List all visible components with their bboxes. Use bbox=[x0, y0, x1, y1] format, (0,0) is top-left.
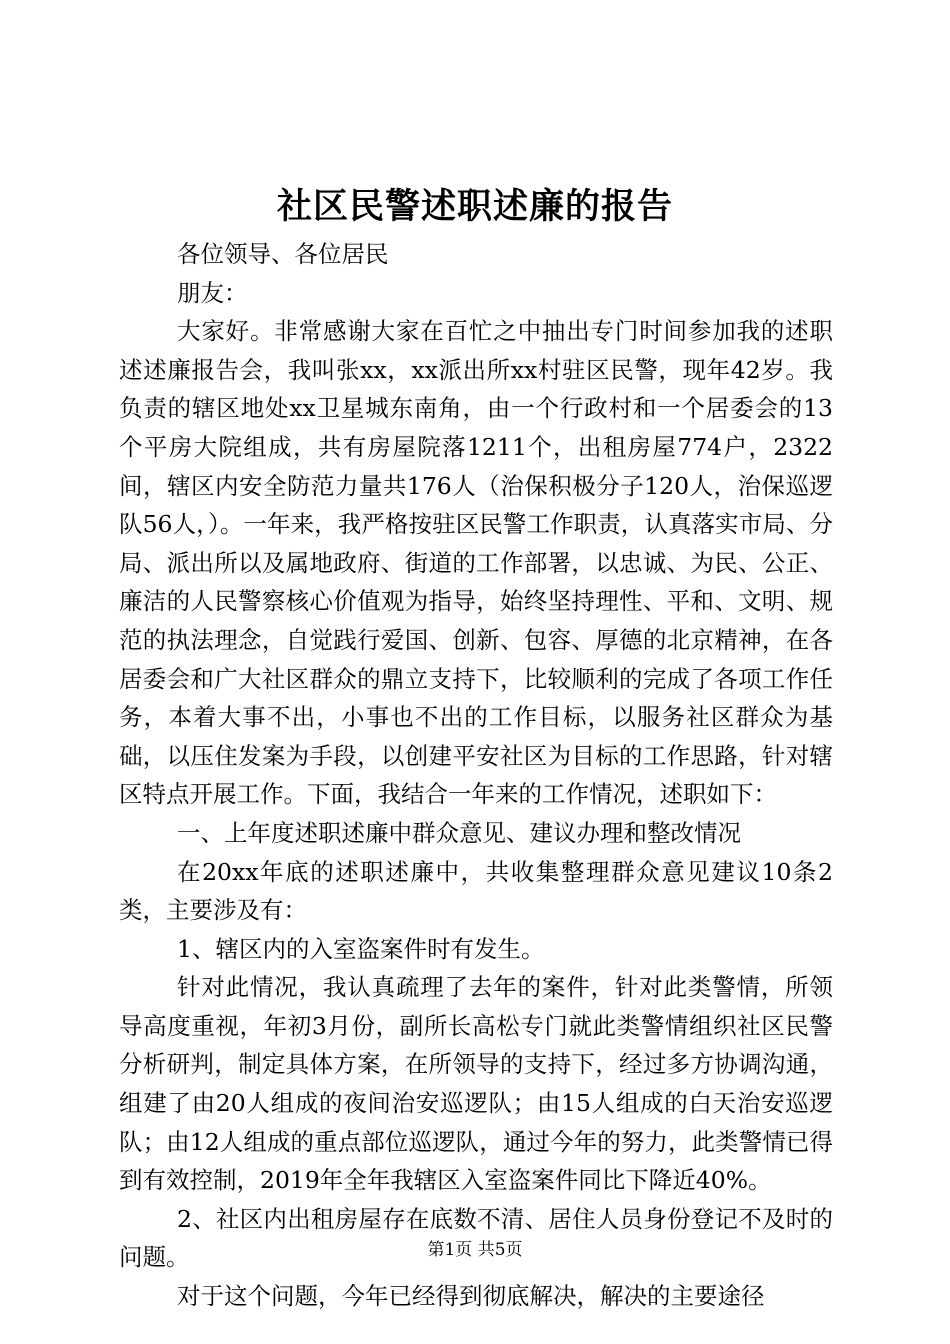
salutation-line: 朋友： bbox=[177, 278, 248, 307]
document-body bbox=[119, 235, 833, 1316]
list-item-heading: 1、辖区内的入室盗案件时有发生。 bbox=[177, 934, 545, 963]
section-heading: 一、上年度述职述廉中群众意见、建议办理和整改情况 bbox=[177, 818, 741, 847]
list-item-heading: 2、社区内出租房屋存在底数不清、居住人员身份登记不及时的问题。 bbox=[119, 1204, 833, 1272]
salutation-line: 各位领导、各位居民 bbox=[177, 240, 389, 268]
body-paragraph: 在20xx年底的述职述廉中，共收集整理群众意见建议10条2类，主要涉及有： bbox=[119, 857, 833, 925]
body-paragraph: 针对此情况，我认真疏理了去年的案件，针对此类警情，所领导高度重视，年初3月份，副所长高松专门就此类警情组织社区民警分析研判，制定具体方案，在所领导的支持下，经过多方协调沟通，组建了由20人组成的夜间治安巡逻队；由15人组成的白天治安巡逻队；由12人组成的重点部位巡逻队，通过今年的努力，此类警情已得到有效控制，2019年全年我辖区入室盗案件同比下降近40%。 bbox=[119, 973, 833, 1195]
body-paragraph: 对于这个问题，今年已经得到彻底解决，解决的主要途径 bbox=[177, 1282, 765, 1311]
document-title: 社区民警述职述廉的报告 bbox=[276, 186, 673, 227]
page-footer: 第1页 共5页 bbox=[427, 1240, 523, 1260]
body-paragraph: 大家好。非常感谢大家在百忙之中抽出专门时间参加我的述职述述廉报告会，我叫张xx，xx派出所xx村驻区民警，现年42岁。我负责的辖区地处xx卫星城东南角，由一个行政村和一个居委会的13个平房大院组成，共有房屋院落1211个，出租房屋774户，2322间，辖区内安全防范力量共176人（治保积极分子120人，治保巡逻队56人，）。一年来，我严格按驻区民警工作职责，认真落实市局、分局、派出所以及属地政府、街道的工作部署，以忠诚、为民、公正、廉洁的人民警察核心价值观为指导，始终坚持理性、平和、文明、规范的执法理念，自觉践行爱国、创新、包容、厚德的北京精神，在各居委会和广大社区群众的鼎立支持下，比较顺利的完成了各项工作任务，本着大事不出，小事也不出的工作目标，以服务社区群众为基础，以压住发案为手段，以创建平安社区为目标的工作思路，针对辖区特点开展工作。下面，我结合一年来的工作情况，述职如下： bbox=[119, 317, 833, 809]
